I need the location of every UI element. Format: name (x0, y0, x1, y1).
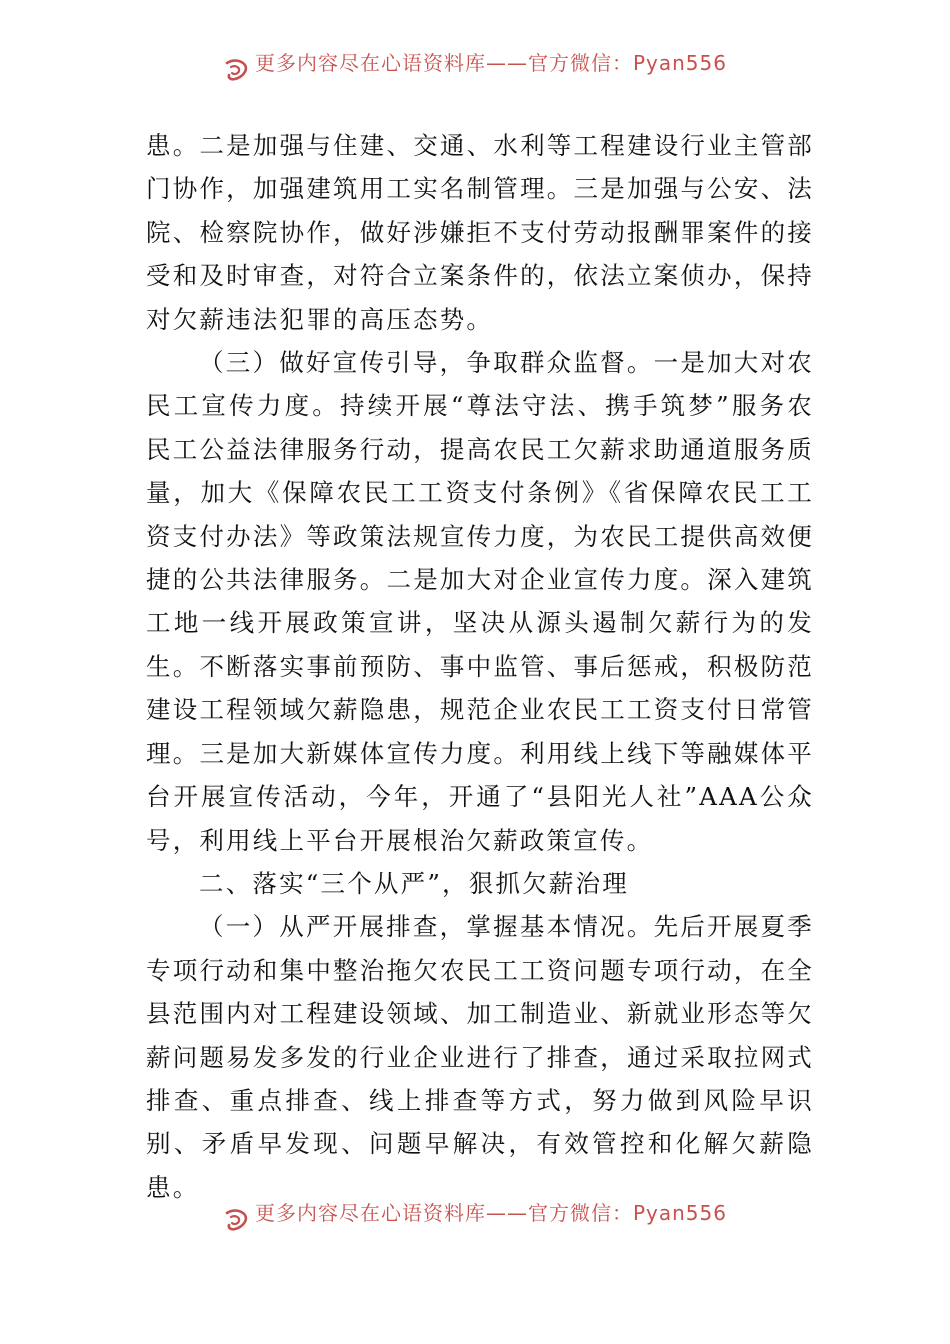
brand-logo-icon (223, 57, 249, 83)
footer-watermark (0, 1202, 950, 1238)
paragraph-subsection-1: （一）从严开展排查，掌握基本情况。先后开展夏季专项行动和集中整治拖欠农民工工资问题专项行动，在全县范围内对工程建设领域、加工制造业、新就业形态等欠薪问题易发多发的行业企业进行了排查，通过采取拉网式排查、重点排查、线上排查等方式，努力做到风险早识别、矛盾早发现、问题早解决，有效管控和化解欠薪隐患。 (146, 912, 814, 1202)
document-body (146, 124, 814, 1209)
header-watermark-text: 更多内容尽在心语资料库——官方微信：Pyan556 (254, 52, 727, 75)
header-watermark (0, 52, 950, 88)
paragraph-continuation: 患。二是加强与住建、交通、水利等工程建设行业主管部门协作，加强建筑用工实名制管理。三是加强与公安、法院、检察院协作，做好涉嫌拒不支付劳动报酬罪案件的接受和及时审查，对符合立案条件的，依法立案侦办，保持对欠薪违法犯罪的高压态势。 (146, 131, 814, 334)
footer-watermark-text: 更多内容尽在心语资料库——官方微信：Pyan556 (254, 1202, 727, 1225)
paragraph-section-3: （三）做好宣传引导，争取群众监督。一是加大对农民工宣传力度。持续开展“尊法守法、携手筑梦”服务农民工公益法律服务行动，提高农民工欠薪求助通道服务质量，加大《保障农民工工资支付条例》《省保障农民工工资支付办法》等政策法规宣传力度，为农民工提供高效便捷的公共法律服务。二是加大对企业宣传力度。深入建筑工地一线开展政策宣讲，坚决从源头遏制欠薪行为的发生。不断落实事前预防、事中监管、事后惩戒，积极防范建设工程领域欠薪隐患，规范企业农民工工资支付日常管理。三是加大新媒体宣传力度。利用线上线下等融媒体平台开展宣传活动，今年，开通了“县阳光人社”AAA公众号，利用线上平台开展根治欠薪政策宣传。 (146, 348, 814, 855)
brand-logo-icon (223, 1207, 249, 1233)
section-heading-2: 二、落实“三个从严”，狠抓欠薪治理 (199, 868, 629, 898)
